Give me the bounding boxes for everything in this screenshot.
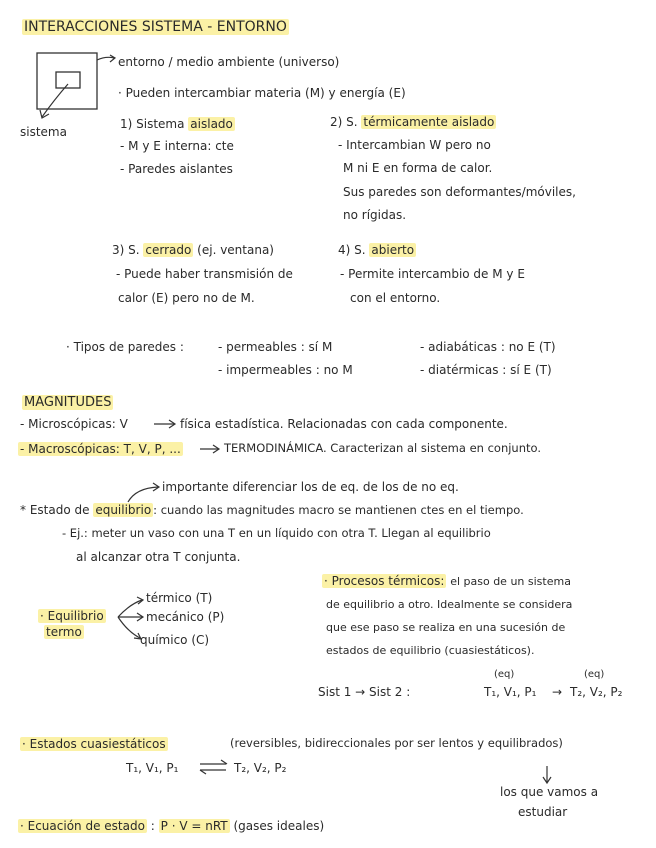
branch-quimico <box>118 617 140 638</box>
equilibrium-example: - Ej.: meter un vaso con una T en un líquido con otra T. Llegan al equilibrio <box>62 526 491 540</box>
micro-line-rest: física estadística. Relacionadas con cada componente. <box>180 417 508 431</box>
page-title: INTERACCIONES SISTEMA - ENTORNO <box>24 19 287 35</box>
state-2: T₂, V₂, P₂ <box>570 685 623 699</box>
equation-line: · Ecuación de estado : P · V = nRT (gases ideales) <box>20 819 325 833</box>
micro-line-head: - Microscópicas: V <box>20 417 128 431</box>
entorno-label: entorno / medio ambiente (universo) <box>118 55 340 69</box>
sistema-arrow <box>42 84 68 117</box>
quasi-note: los que vamos a <box>500 785 599 799</box>
quasi-head: · Estados cuasiestáticos <box>22 737 166 751</box>
quasi-state-2: T₂, V₂, P₂ <box>234 761 287 775</box>
equilibrium-note: importante diferenciar los de eq. de los de no eq. <box>162 480 459 494</box>
intro-text: · Pueden intercambiar materia (M) y energía (E) <box>118 86 406 100</box>
macro-line-rest: TERMODINÁMICA. Caracterizan al sistema en conjunto. <box>224 441 542 455</box>
system-cerrado-line: - Puede haber transmisión de <box>116 267 293 281</box>
processes-line: que ese paso se realiza en una sucesión de <box>326 621 566 634</box>
system-cerrado-line: calor (E) pero no de M. <box>118 291 255 305</box>
system-aislado-head: 1) Sistema aislado <box>120 117 233 131</box>
processes-line: de equilibrio a otro. Idealmente se considera <box>326 598 573 611</box>
walls-adiabatic: - adiabáticas : no E (T) <box>420 340 556 354</box>
system-abierto-line: - Permite intercambio de M y E <box>340 267 525 281</box>
equilibrium-example: al alcanzar otra T conjunta. <box>76 550 241 564</box>
system-abierto-line: con el entorno. <box>350 291 441 305</box>
eq-tag: (eq) <box>584 669 605 680</box>
macro-line-head: - Macroscópicas: T, V, P, ... <box>20 442 181 456</box>
processes-line: estados de equilibrio (cuasiestáticos). <box>326 644 535 657</box>
system-abierto-head: 4) S. abierto <box>338 243 415 257</box>
note-arrow <box>128 487 158 502</box>
branch-termico-label: térmico (T) <box>146 591 213 605</box>
processes-head: · Procesos térmicos: el paso de un sistema <box>324 574 571 588</box>
walls-permeable: - permeables : sí M <box>218 340 333 354</box>
system-aislado-line: - M y E interna: cte <box>120 139 234 153</box>
system-aislado-line: - Paredes aislantes <box>120 162 233 176</box>
walls-diathermic: - diatérmicas : sí E (T) <box>420 363 552 377</box>
system-termico-line: M ni E en forma de calor. <box>343 161 493 175</box>
sistema-box <box>56 72 80 88</box>
state-1: T₁, V₁, P₁ <box>484 685 537 699</box>
walls-impermeable: - impermeables : no M <box>218 363 353 377</box>
sist-label: Sist 1 → Sist 2 : <box>318 685 411 699</box>
system-termico-line: - Intercambian W pero no <box>338 138 491 152</box>
system-termico-line: no rígidas. <box>343 208 407 222</box>
branch-mecanico-label: mecánico (P) <box>146 610 225 624</box>
magnitudes-title: MAGNITUDES <box>24 395 112 410</box>
system-cerrado-head: 3) S. cerrado (ej. ventana) <box>112 243 274 257</box>
state-arrow: → <box>552 685 563 699</box>
entorno-arrow <box>97 57 114 60</box>
quasi-note: estudiar <box>518 805 568 819</box>
system-termico-line: Sus paredes son deformantes/móviles, <box>343 185 576 199</box>
quasi-rest: (reversibles, bidireccionales por ser lentos y equilibrados) <box>230 736 563 750</box>
eq-termo-label: · Equilibrio <box>40 609 104 623</box>
eq-termo-label: termo <box>46 625 82 639</box>
system-termico-head: 2) S. térmicamente aislado <box>330 115 495 129</box>
eq-tag: (eq) <box>494 669 515 680</box>
walls-label: · Tipos de paredes : <box>66 340 184 354</box>
entorno-box <box>37 53 97 109</box>
equilibrium-state: * Estado de equilibrio : cuando las magnitudes macro se mantienen ctes en el tiempo. <box>20 503 524 517</box>
quasi-state-1: T₁, V₁, P₁ <box>126 761 179 775</box>
sistema-label: sistema <box>20 125 67 139</box>
branch-quimico-label: químico (C) <box>140 633 210 647</box>
